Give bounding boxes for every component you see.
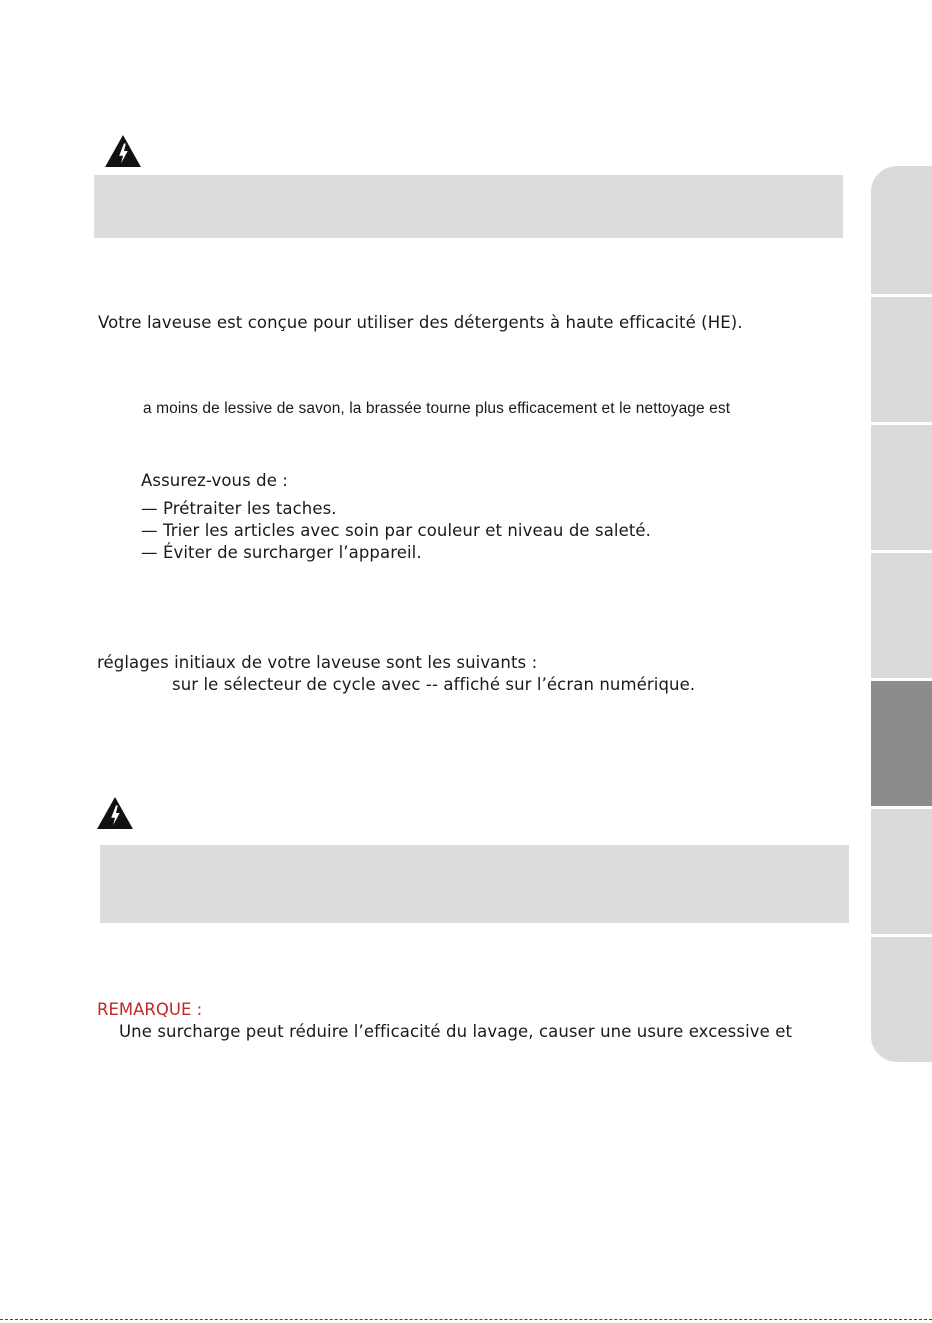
page-edge-rule [0,1319,932,1320]
section-tab-active[interactable] [871,681,932,806]
section-tab[interactable] [871,297,932,422]
reglages-detail: sur le sélecteur de cycle avec -- affiché sur l’écran numérique. [172,675,696,694]
section-tab[interactable] [871,809,932,934]
warning-box [100,845,849,923]
remarque-text: Une surcharge peut réduire l’efficacité du lavage, causer une usure excessive et [119,1022,793,1041]
section-tab[interactable] [871,553,932,678]
assurez-heading: Assurez-vous de : [141,471,288,490]
section-tab[interactable] [871,425,932,550]
list-item: — Prétraiter les taches. [141,499,337,518]
reglages-text: réglages initiaux de votre laveuse sont les suivants : [97,653,538,672]
warning-electric-icon [96,796,134,830]
remarque-label: REMARQUE : [97,1000,203,1019]
section-tab[interactable] [871,166,932,294]
warning-box [94,175,843,238]
list-item: — Éviter de surcharger l’appareil. [141,543,422,562]
list-item: — Trier les articles avec soin par couleur et niveau de saleté. [141,521,652,540]
lessive-text: a moins de lessive de savon, la brassée tourne plus efficacement et le nettoyage est [143,400,731,417]
intro-text: Votre laveuse est conçue pour utiliser des détergents à haute efficacité (HE). [98,313,743,332]
warning-electric-icon [104,134,142,168]
section-tab[interactable] [871,937,932,1062]
